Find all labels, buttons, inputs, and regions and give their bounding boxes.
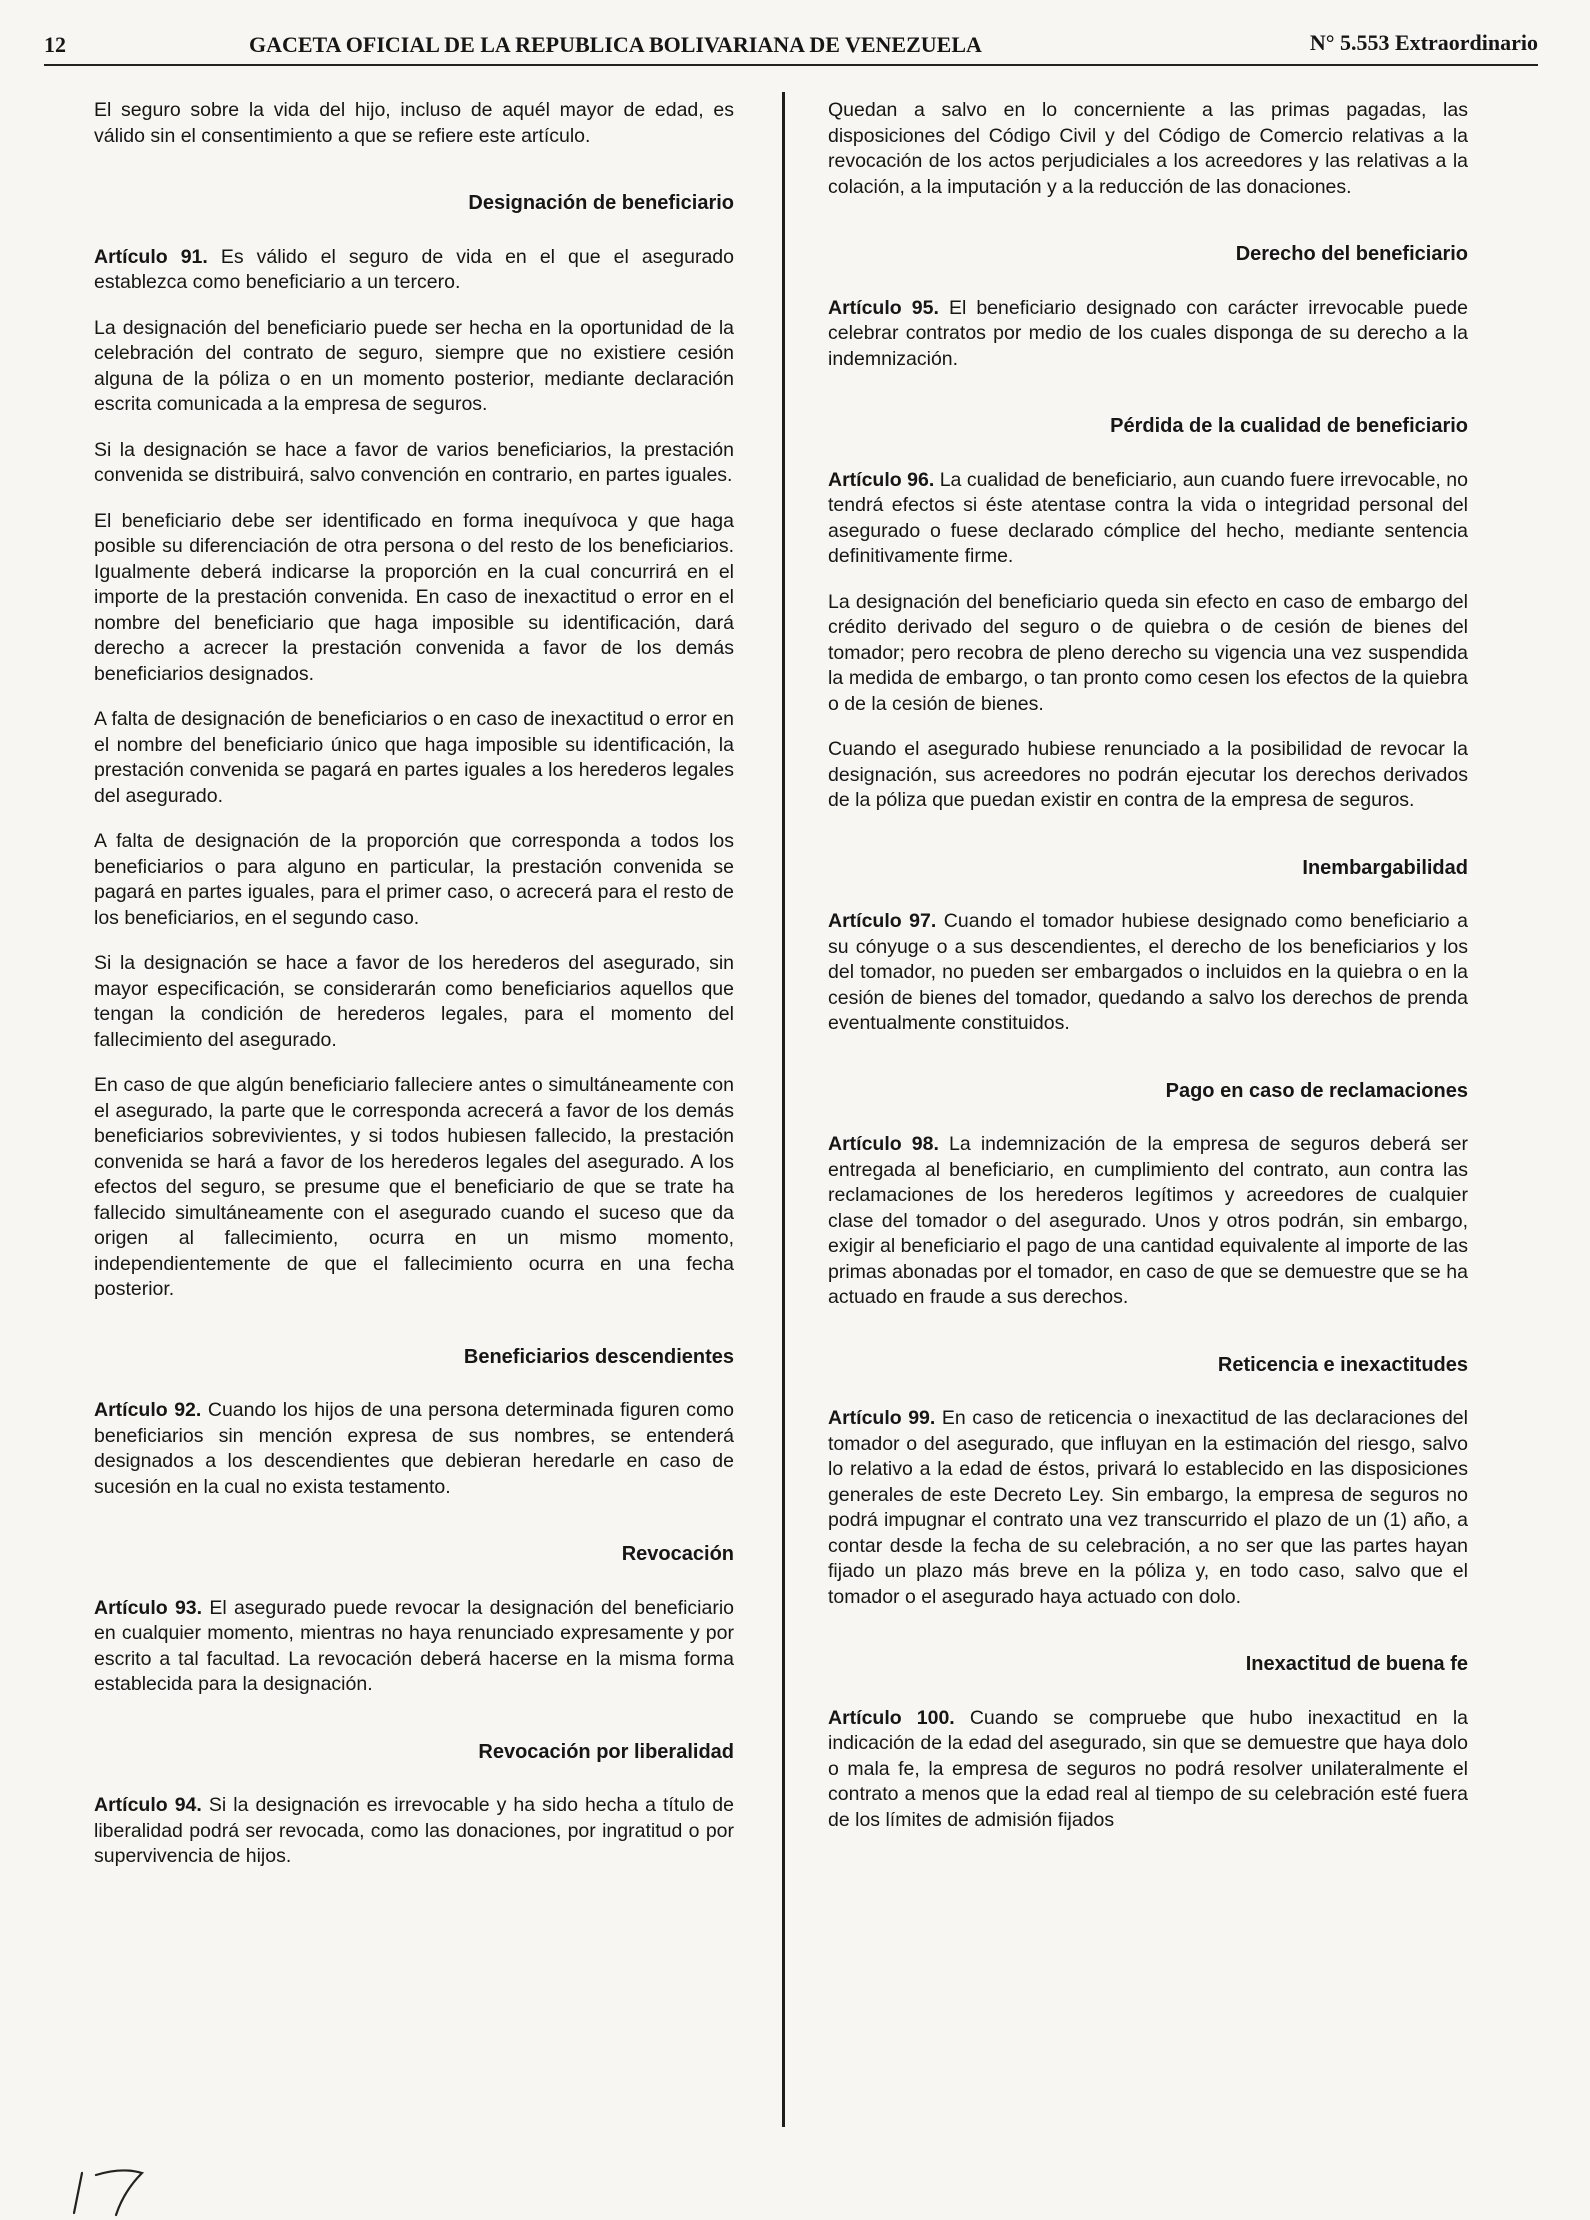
page-number: 12 <box>44 32 66 57</box>
article-91 <box>94 245 734 296</box>
section-heading: Pago en caso de reclamaciones <box>1165 1079 1468 1102</box>
section-heading: Derecho del beneficiario <box>1235 243 1468 265</box>
paragraph: La designación del beneficiario puede ser hecha en la oportunidad de la celebración del contrato de seguro, siempre que no existiere cesión alguna de la póliza o en un momento posterior, mediante declaración escrita comunicada a la empresa de seguros. <box>94 316 734 415</box>
right-column <box>828 98 1468 1853</box>
article-99 <box>828 1406 1468 1610</box>
article-text: Cuando se compruebe que hubo inexactitud en la indicación de la edad del asegurado, sin que se demuestre que haya dolo o mala fe, la empresa de seguros no podrá resolver unilateralmente el contrato a menos que la edad real al tiempo de su celebración esté fuera de los límites de admisión fijados <box>828 1706 1469 1831</box>
article-label: Artículo 100. <box>828 1706 955 1729</box>
article-text: La cualidad de beneficiario, aun cuando fuere irrevocable, no tendrá efectos si éste atentase contra la vida o integridad personal del asegurado o fuese declarado cómplice del hecho, mediante sentencia definitivamente firme. <box>828 468 1468 567</box>
article-text: La indemnización de la empresa de seguros deberá ser entregada al beneficiario, en cumplimiento del contrato, aun contra las reclamaciones de los herederos legítimos y acreedores de cualquier clase del tomador o del asegurado. Unos y otros podrán, sin embargo, exigir al beneficiario el pago de una cantidad equivalente al importe de las primas abonadas por el tomador, en caso de que se demuestre que se ha actuado en fraude a sus derechos. <box>828 1133 1468 1308</box>
paragraph: Cuando el asegurado hubiese renunciado a la posibilidad de revocar la designación, sus acreedores no podrán ejecutar los derechos derivados de la póliza que puedan existir en contra de la empresa de seguros. <box>828 738 1468 811</box>
article-text: En caso de reticencia o inexactitud de las declaraciones del tomador o del asegurado, que influyan en la estimación del riesgo, salvo lo relativo a la edad de éstos, privará lo establecido en las disposiciones generales de este Decreto Ley. Sin embargo, la empresa de seguros no podrá impugnar el contrato una vez transcurrido el plazo de un (1) año, a contar desde la fecha de su celebración, a no ser que las partes hayan fijado un plazo más breve en la póliza y, en todo caso, salvo que el tomador o el asegurado haya actuado con dolo. <box>828 1407 1468 1608</box>
paragraph: Si la designación se hace a favor de los herederos del asegurado, sin mayor especificación, se considerarán como beneficiarios aquellos que tengan la condición de herederos legales, para el momento del fallecimiento del asegurado. <box>94 952 734 1051</box>
paragraph: A falta de designación de beneficiarios o en caso de inexactitud o error en el nombre del beneficiario único que haga imposible su identificación, la prestación convenida se pagará en partes iguales a los herederos legales del asegurado. <box>94 708 734 807</box>
gazette-title: GACETA OFICIAL DE LA REPUBLICA BOLIVARIANA DE VENEZUELA <box>249 32 982 57</box>
section-heading: Reticencia e inexactitudes <box>1217 1353 1468 1376</box>
article-label: Artículo 97. <box>828 910 937 932</box>
paragraph: Si la designación se hace a favor de varios beneficiarios, la prestación convenida se distribuirá, salvo convención en contrario, en partes iguales. <box>94 438 734 486</box>
column-divider <box>782 92 785 2127</box>
article-label: Artículo 99. <box>828 1407 936 1429</box>
section-heading: Revocación <box>621 1543 734 1565</box>
article-100 <box>828 1706 1468 1834</box>
article-text: Si la designación es irrevocable y ha sido hecha a título de liberalidad podrá ser revocada, como las donaciones, por ingratitud o por supervivencia de hijos. <box>94 1794 735 1867</box>
section-heading: Inexactitud de buena fe <box>1245 1653 1468 1675</box>
section-heading: Designación de beneficiario <box>468 192 734 214</box>
paragraph: A falta de designación de la proporción que corresponda a todos los beneficiarios o para alguno en particular, la prestación convenida se pagará en partes iguales, para el primer caso, o acrecerá para el resto de los beneficiarios, en el segundo caso. <box>94 830 734 929</box>
article-label: Artículo 96. <box>828 468 935 491</box>
left-column <box>94 98 734 1890</box>
article-text: El asegurado puede revocar la designación del beneficiario en cualquier momento, mientras no haya renunciado expresamente y por escrito a tal facultad. La revocación deberá hacerse en la misma forma establecida para la designación. <box>94 1596 735 1695</box>
article-label: Artículo 95. <box>828 296 939 319</box>
article-96 <box>828 468 1468 570</box>
section-heading: Pérdida de la cualidad de beneficiario <box>1110 415 1468 437</box>
paragraph: La designación del beneficiario queda sin efecto en caso de embargo del crédito derivado del seguro o de quiebra o de cesión de bienes del tomador; pero recobra de pleno derecho su vigencia una vez suspendida la medida de embargo, o tan pronto como cesen los efectos de la quiebra o de la cesión de bienes. <box>828 590 1468 715</box>
article-text: Cuando los hijos de una persona determinada figuren como beneficiarios sin mención expresa de sus nombres, se entenderá designados a los descendientes que debieran heredarle en caso de sucesión en la cual no exista testamento. <box>94 1399 734 1498</box>
section-heading: Inembargabilidad <box>1302 856 1468 879</box>
article-93 <box>94 1596 734 1698</box>
article-94 <box>94 1793 734 1870</box>
article-text: Es válido el seguro de vida en el que el asegurado establezca como beneficiario a un tercero. <box>94 245 734 293</box>
gazette-header <box>44 28 1538 66</box>
paragraph: El beneficiario debe ser identificado en forma inequívoca y que haga posible su diferenciación de otra persona o del resto de los beneficiarios. Igualmente deberá indicarse la proporción en la cual concurrirá en el importe de la prestación convenida. En caso de inexactitud o error en el nombre del beneficiario que haga imposible su identificación, dará derecho a acrecer la prestación convenida a favor de los demás beneficiarios designados. <box>94 509 734 685</box>
paragraph: Quedan a salvo en lo concerniente a las primas pagadas, las disposiciones del Código Civil y del Código de Comercio relativas a la revocación de los actos perjudiciales a los acreedores y las relativas a la colación, a la imputación y a la reducción de las donaciones. <box>828 99 1468 198</box>
article-label: Artículo 94. <box>94 1794 202 1816</box>
article-97 <box>828 909 1468 1037</box>
article-98 <box>828 1132 1468 1311</box>
section-heading: Beneficiarios descendientes <box>463 1345 734 1368</box>
handwritten-page-mark <box>64 2165 174 2220</box>
section-heading: Revocación por liberalidad <box>478 1740 734 1763</box>
article-92 <box>94 1398 734 1500</box>
paragraph: En caso de que algún beneficiario falleciere antes o simultáneamente con el asegurado, la parte que le corresponda acrecerá a favor de los demás beneficiarios sobrevivientes, y si todos hubiesen fallecido, la prestación convenida se hará a favor de los herederos legales del asegurado. A los efectos del seguro, se presume que el beneficiario de que se trate ha fallecido simultáneamente con el asegurado cuando el suceso que da origen al fallecimiento, ocurra en un mismo momento, independientemente de que el fallecimiento ocurra en una fecha posterior. <box>94 1074 734 1300</box>
article-text: El beneficiario designado con carácter irrevocable puede celebrar contratos por medio de los cuales disponga de su derecho a la indemnización. <box>828 296 1468 370</box>
paragraph: El seguro sobre la vida del hijo, incluso de aquél mayor de edad, es válido sin el consentimiento a que se refiere este artículo. <box>94 99 734 147</box>
article-text: Cuando el tomador hubiese designado como beneficiario a su cónyuge o a sus descendientes, el derecho de los beneficiarios y los del tomador, no pueden ser embargados o incluidos en la quiebra o en la cesión de bienes del tomador, quedando a salvo los derechos de prenda eventualmente constituidos. <box>828 910 1468 1034</box>
article-label: Artículo 98. <box>828 1133 939 1155</box>
issue-number: N° 5.553 Extraordinario <box>1309 30 1538 55</box>
article-label: Artículo 92. <box>94 1399 202 1421</box>
article-95 <box>828 296 1468 373</box>
article-label: Artículo 91. <box>94 245 208 268</box>
article-label: Artículo 93. <box>94 1596 203 1619</box>
